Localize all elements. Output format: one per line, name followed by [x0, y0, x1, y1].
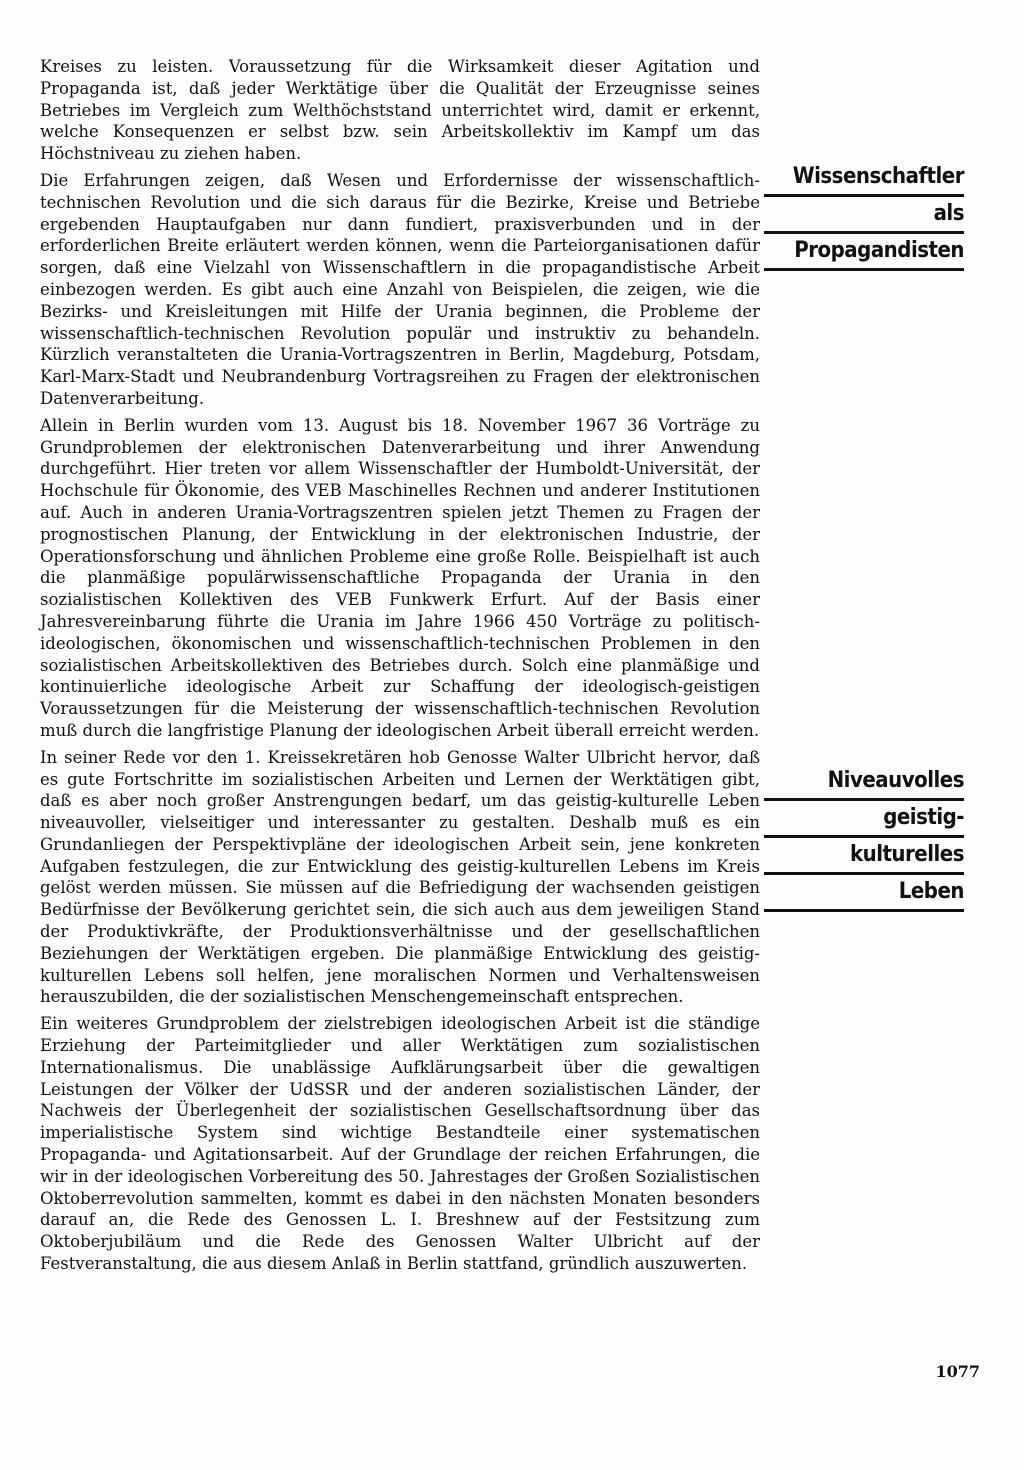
marginal-heading-line: geistig- — [764, 801, 964, 838]
marginal-heading-cultural-life — [764, 764, 964, 912]
paragraph-4: In seiner Rede vor den 1. Kreissekretären hob Genosse Walter Ulbricht hervor, daß es gute Fortschritte im sozialistischen Arbeiten und Lernen der Werktätigen gibt, daß es aber noch großer Anstrengungen bedarf, um das geistig-kulturelle Leben niveauvoller, vielseitiger und interessanter zu gestalten. Deshalb muß es ein Grundanliegen der Perspektivpläne der ideologischen Arbeit sein, jene konkreten Aufgaben festzulegen, die zur Entwicklung des geistig-kulturellen Lebens im Kreis gelöst werden müssen. Sie müssen auf die Befriedigung der wachsenden geistigen Bedürfnisse der Bevölkerung gerichtet sein, die sich auch aus dem jeweiligen Stand der Produktivkräfte, der Produktionsverhältnisse und der gesellschaftlichen Beziehungen der Werktätigen ergeben. Die planmäßige Entwicklung des geistig-kulturellen Lebens soll helfen, jene moralischen Normen und Verhaltensweisen herauszubilden, die der sozialistischen Menschengemeinschaft entsprechen. — [40, 747, 760, 1007]
marginal-heading-line: als — [764, 197, 964, 234]
marginal-heading-scientists — [764, 160, 964, 271]
marginal-heading-line: Wissenschaftler — [764, 160, 964, 197]
paragraph-1: Kreises zu leisten. Voraussetzung für die Wirksamkeit dieser Agitation und Propaganda ist, daß jeder Werktätige über die Qualität der Erzeugnisse seines Betriebes im Vergleich zum Welthöchststand unterrichtet wird, damit er erkennt, welche Konsequenzen er selbst bzw. sein Arbeitskollektiv im Kampf um das Höchstniveau zu ziehen haben. — [40, 57, 760, 164]
body-text-column — [40, 56, 760, 1280]
paragraph-2: Die Erfahrungen zeigen, daß Wesen und Erfordernisse der wissenschaftlich-technischen Revolution und die sich daraus für die Bezirke, Kreise und Betriebe ergebenden Hauptaufgaben nur dann fundiert, praxisverbunden und in der erforderlichen Breite erläutert werden können, wenn die Parteiorganisationen dafür sorgen, daß eine Vielzahl von Wissenschaftlern in die propagandistische Arbeit einbezogen werden. Es gibt auch eine Anzahl von Beispielen, die zeigen, wie die Bezirks- und Kreisleitungen mit Hilfe der Urania beginnen, die Probleme der wissenschaftlich-technischen Revolution populär und instruktiv zu behandeln. Kürzlich veranstalteten die Urania-Vortragszentren in Berlin, Magdeburg, Potsdam, Karl-Marx-Stadt und Neubrandenburg Vortragsreihen zu Fragen der elektronischen Datenverarbeitung. — [40, 170, 760, 408]
marginal-heading-line: kulturelles — [764, 838, 964, 875]
marginal-heading-line: Propagandisten — [764, 234, 964, 271]
marginal-heading-line: Leben — [764, 875, 964, 912]
marginal-heading-line: Niveauvolles — [764, 764, 964, 801]
paragraph-5: Ein weiteres Grundproblem der zielstrebigen ideologischen Arbeit ist die ständige Erziehung der Parteimitglieder und aller Werktätigen zum sozialistischen Internationalismus. Die unablässige Aufklärungsarbeit über die gewaltigen Leistungen der Völker der UdSSR und der anderen sozialistischen Länder, der Nachweis der Überlegenheit der sozialistischen Gesellschaftsordnung über das imperialistische System sind wichtige Bestandteile einer systematischen Propaganda- und Agitationsarbeit. Auf der Grundlage der reichen Erfahrungen, die wir in der ideologischen Vorbereitung des 50. Jahrestages der Großen Sozialistischen Oktoberrevolution sammelten, kommt es dabei in den nächsten Monaten besonders darauf an, die Rede des Genossen L. I. Breshnew auf der Festsitzung zum Oktoberjubiläum und die Rede des Genossen Walter Ulbricht auf der Festveranstaltung, die aus diesem Anlaß in Berlin stattfand, gründlich auszuwerten. — [40, 1014, 760, 1274]
paragraph-3: Allein in Berlin wurden vom 13. August bis 18. November 1967 36 Vorträge zu Grundproblemen der elektronischen Datenverarbeitung und ihrer Anwendung durchgeführt. Hier treten vor allem Wissenschaftler der Humboldt-Universität, der Hochschule für Ökonomie, des VEB Maschinelles Rechnen und anderer Institutionen auf. Auch in anderen Urania-Vortragszentren spielen jetzt Themen zu Fragen der prognostischen Planung, der Entwicklung in der elektronischen Industrie, der Operationsforschung und ähnlichen Probleme eine große Rolle. Beispielhaft ist auch die planmäßige populärwissenschaftliche Propaganda der Urania in den sozialistischen Kollektiven des VEB Funkwerk Erfurt. Auf der Basis einer Jahresvereinbarung führte die Urania im Jahre 1966 450 Vorträge zu politisch-ideologischen, ökonomischen und wissenschaftlich-technischen Problemen in den sozialistischen Arbeitskollektiven des Betriebes durch. Solch eine planmäßige und kontinuierliche ideologische Arbeit zur Schaffung der ideologisch-geistigen Voraussetzungen für die Meisterung der wissenschaftlich-technischen Revolution muß durch die langfristige Planung der ideologischen Arbeit überall erreicht werden. — [40, 415, 760, 740]
page-number: 1077 — [935, 1362, 980, 1381]
